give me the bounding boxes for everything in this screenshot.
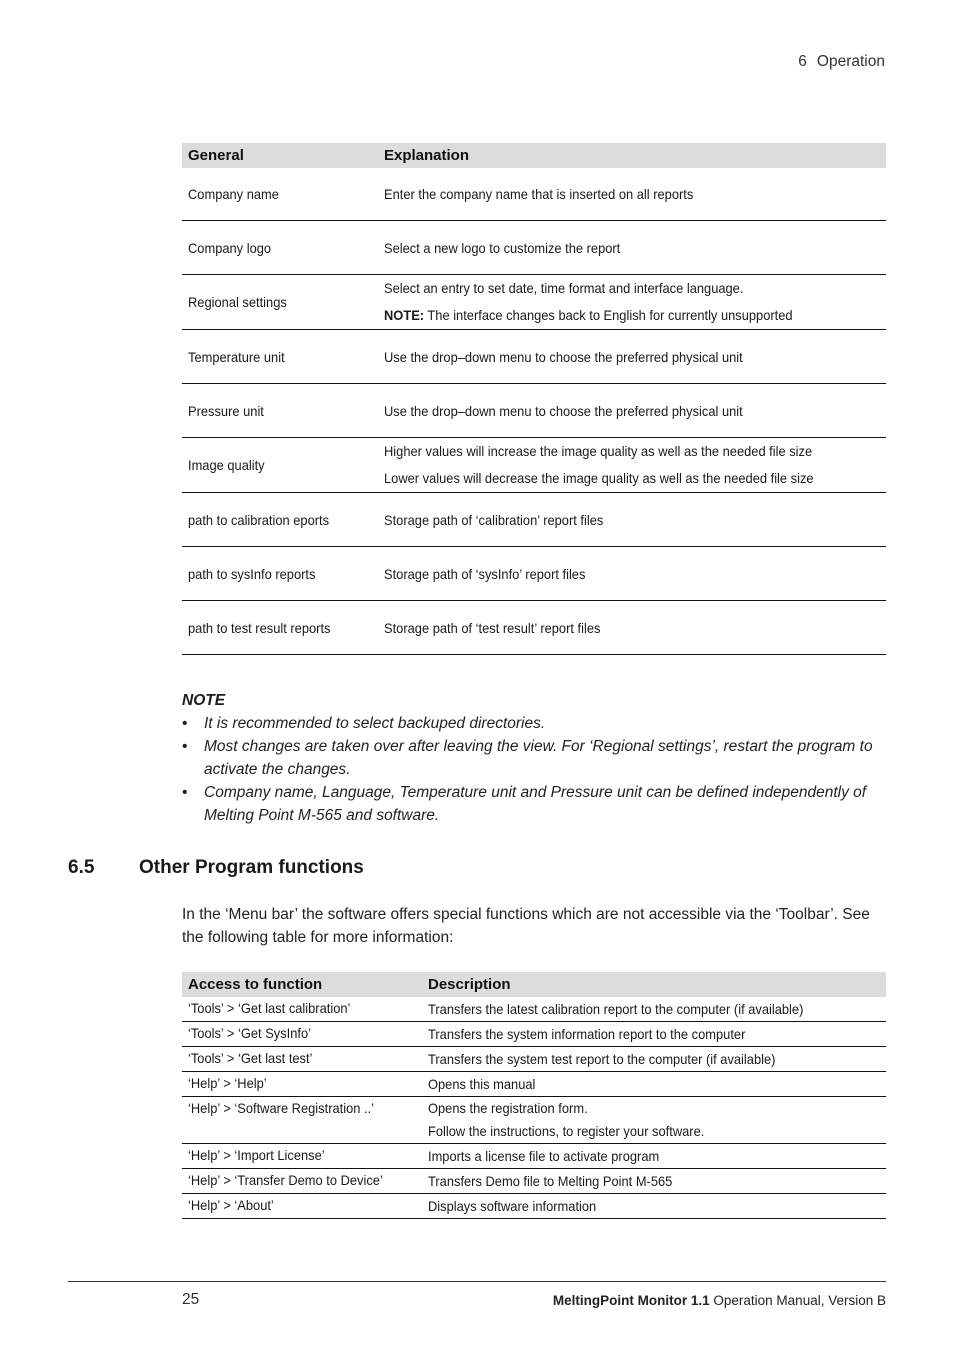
- description-text: Transfers Demo file to Melting Point M-565: [428, 1172, 673, 1189]
- explanation-line-text-wrap: [384, 438, 812, 465]
- bullet-icon: •: [182, 738, 188, 755]
- explanation-text: Higher values will increase the image quality as well as the needed file size: [384, 443, 813, 459]
- explanation-text: Use the drop–down menu to choose the preferred physical unit: [384, 348, 743, 365]
- explanation-line-text-wrap: [384, 186, 693, 202]
- function-access-cell: [182, 1194, 422, 1219]
- explanation-line-text-wrap: [384, 512, 603, 528]
- column-header-description: Description: [422, 972, 886, 997]
- setting-name-cell: [182, 221, 378, 275]
- setting-explanation-cell: [378, 493, 886, 547]
- function-access-cell: [182, 1047, 422, 1072]
- bullet-icon: •: [182, 784, 188, 801]
- note-item-text: Most changes are taken over after leaving the view. For ‘Regional settings’, restart the program to activate the changes.: [204, 738, 873, 778]
- column-header-general: General: [182, 143, 378, 168]
- function-description-cell: [422, 1194, 886, 1219]
- table-row: [182, 547, 886, 601]
- explanation-text: Use the drop–down menu to choose the preferred physical unit: [384, 402, 743, 419]
- description-line: [428, 1145, 880, 1168]
- note-item: [182, 712, 886, 735]
- function-access-cell: [182, 1072, 422, 1097]
- chapter-title: Operation: [816, 53, 885, 70]
- note-heading: NOTE: [182, 692, 226, 709]
- function-access: ‘Help’ > ‘Import License’: [188, 1147, 325, 1163]
- setting-explanation-cell: [378, 330, 886, 384]
- function-access: ‘Tools’ > ‘Get SysInfo’: [188, 1025, 312, 1041]
- explanation-line: [384, 275, 880, 302]
- function-access: ‘Help’ > ‘Software Registration ..’: [188, 1100, 375, 1116]
- column-header-explanation: Explanation: [378, 143, 886, 168]
- explanation-text: Lower values will decrease the image quality as well as the needed file size: [384, 470, 814, 486]
- setting-name: Regional settings: [188, 294, 287, 310]
- table-row: [182, 384, 886, 438]
- setting-name-cell: [182, 168, 378, 221]
- function-access: ‘Help’ > ‘About’: [188, 1197, 274, 1213]
- function-access: ‘Help’ > ‘Help’: [188, 1075, 267, 1091]
- footer-document-title: [500, 1293, 886, 1308]
- description-text: Transfers the latest calibration report to the computer (if available): [428, 1000, 804, 1017]
- general-settings-table: [182, 143, 886, 655]
- setting-name-cell: [182, 438, 378, 493]
- explanation-line-text-wrap: [384, 403, 743, 419]
- setting-name-cell: [182, 330, 378, 384]
- explanation-line: [384, 349, 880, 365]
- footer-rule: [68, 1281, 886, 1282]
- table-row: [182, 1022, 886, 1047]
- setting-name: Temperature unit: [188, 348, 285, 365]
- description-text: Opens the registration form.: [428, 1100, 588, 1116]
- explanation-line: [384, 186, 880, 202]
- explanation-line-text-wrap: [384, 275, 743, 302]
- setting-explanation-cell: [378, 601, 886, 655]
- table-row: [182, 1072, 886, 1097]
- explanation-line-text-wrap: [384, 465, 814, 492]
- description-line: [428, 1048, 880, 1071]
- setting-name: Company logo: [188, 239, 272, 256]
- explanation-line: [384, 240, 880, 256]
- table-row: [182, 493, 886, 547]
- setting-name-cell: [182, 601, 378, 655]
- function-description-cell: [422, 1047, 886, 1072]
- description-text: Opens this manual: [428, 1075, 536, 1092]
- column-header-access: Access to function: [182, 972, 422, 997]
- explanation-text: Storage path of ‘sysInfo’ report files: [384, 565, 586, 582]
- table-row: [182, 997, 886, 1022]
- function-access-cell: [182, 1022, 422, 1047]
- table-row: [182, 1169, 886, 1194]
- explanation-line-text-wrap: [384, 620, 600, 636]
- description-text: Transfers the system information report to the computer: [428, 1025, 746, 1042]
- setting-name-cell: [182, 275, 378, 330]
- note-item: [182, 735, 886, 781]
- description-line: [428, 1097, 880, 1120]
- function-access-cell: [182, 1144, 422, 1169]
- setting-name: Pressure unit: [188, 402, 264, 419]
- description-line: [428, 1120, 880, 1143]
- setting-explanation-cell: [378, 275, 886, 330]
- setting-name-cell: [182, 547, 378, 601]
- explanation-line-text-wrap: [384, 566, 585, 582]
- setting-explanation-cell: [378, 168, 886, 221]
- page-number: 25: [182, 1291, 200, 1308]
- table-header-row: [182, 143, 886, 168]
- explanation-line: [384, 620, 880, 636]
- table-row: [182, 221, 886, 275]
- description-text: Follow the instructions, to register your software.: [428, 1123, 705, 1139]
- explanation-line: [384, 566, 880, 582]
- table-row: [182, 1194, 886, 1219]
- explanation-line: [384, 512, 880, 528]
- note-item-text: Company name, Language, Temperature unit and Pressure unit can be defined independently of Melting Point M-565 and software.: [204, 784, 867, 824]
- setting-name-cell: [182, 493, 378, 547]
- setting-name: Image quality: [188, 457, 265, 473]
- setting-name: path to calibration eports: [188, 511, 330, 528]
- description-line: [428, 1023, 880, 1046]
- explanation-text: Enter the company name that is inserted on all reports: [384, 186, 694, 202]
- note-label: NOTE:: [384, 307, 425, 323]
- table-row: [182, 1047, 886, 1072]
- explanation-line-text-wrap: [384, 240, 620, 256]
- explanation-text: Storage path of ‘calibration’ report files: [384, 511, 604, 528]
- setting-name: Company name: [188, 186, 279, 202]
- explanation-line: [384, 302, 880, 329]
- function-description-cell: [422, 997, 886, 1022]
- function-access: ‘Tools’ > ‘Get last calibration’: [188, 1000, 351, 1016]
- note-item: [182, 781, 886, 827]
- section-intro: In the ‘Menu bar’ the software offers special functions which are not accessible via the ‘Toolbar’. See the following table for more information:: [182, 906, 870, 946]
- setting-name-cell: [182, 384, 378, 438]
- setting-name: path to sysInfo reports: [188, 565, 316, 582]
- explanation-text: Storage path of ‘test result’ report files: [384, 619, 601, 636]
- function-description-cell: [422, 1022, 886, 1047]
- running-header: [700, 53, 885, 71]
- description-line: [428, 1170, 880, 1193]
- function-access-cell: [182, 1169, 422, 1194]
- explanation-text: The interface changes back to English for currently unsupported: [424, 307, 793, 323]
- function-description-cell: [422, 1097, 886, 1144]
- function-access: ‘Tools’ > ‘Get last test’: [188, 1050, 313, 1066]
- description-text: Transfers the system test report to the computer (if available): [428, 1050, 776, 1067]
- explanation-line: [384, 465, 880, 492]
- description-line: [428, 1073, 880, 1096]
- explanation-line: [384, 438, 880, 465]
- setting-explanation-cell: [378, 384, 886, 438]
- function-description-cell: [422, 1072, 886, 1097]
- table-row: [182, 275, 886, 330]
- footer-document-info: Operation Manual, Version B: [709, 1293, 886, 1308]
- function-description-cell: [422, 1169, 886, 1194]
- setting-explanation-cell: [378, 438, 886, 493]
- section-title: Other Program functions: [139, 857, 364, 878]
- table-header-row: [182, 972, 886, 997]
- function-access: ‘Help’ > ‘Transfer Demo to Device’: [188, 1172, 383, 1188]
- setting-name: path to test result reports: [188, 619, 331, 636]
- function-access-cell: [182, 1097, 422, 1144]
- function-description-cell: [422, 1144, 886, 1169]
- footer-product-name: MeltingPoint Monitor 1.1: [552, 1293, 710, 1308]
- table-row: [182, 438, 886, 493]
- description-text: Imports a license file to activate program: [428, 1147, 660, 1164]
- table-row: [182, 1144, 886, 1169]
- table-row: [182, 601, 886, 655]
- chapter-number: 6: [798, 53, 807, 70]
- bullet-icon: •: [182, 715, 188, 732]
- explanation-line-text-wrap: [384, 349, 743, 365]
- setting-explanation-cell: [378, 547, 886, 601]
- explanation-line-text-wrap: [384, 302, 793, 329]
- section-number: 6.5: [68, 857, 95, 878]
- explanation-text: Select a new logo to customize the report: [384, 239, 621, 256]
- description-line: [428, 998, 880, 1021]
- explanation-line: [384, 403, 880, 419]
- note-list: [182, 712, 886, 827]
- explanation-text: Select an entry to set date, time format and interface language.: [384, 280, 744, 296]
- note-item-text: It is recommended to select backuped directories.: [204, 715, 546, 732]
- setting-explanation-cell: [378, 221, 886, 275]
- table-row: [182, 1097, 886, 1144]
- function-access-cell: [182, 997, 422, 1022]
- description-text: Displays software information: [428, 1197, 597, 1214]
- program-functions-table: [182, 972, 886, 1219]
- description-line: [428, 1195, 880, 1218]
- table-row: [182, 330, 886, 384]
- table-row: [182, 168, 886, 221]
